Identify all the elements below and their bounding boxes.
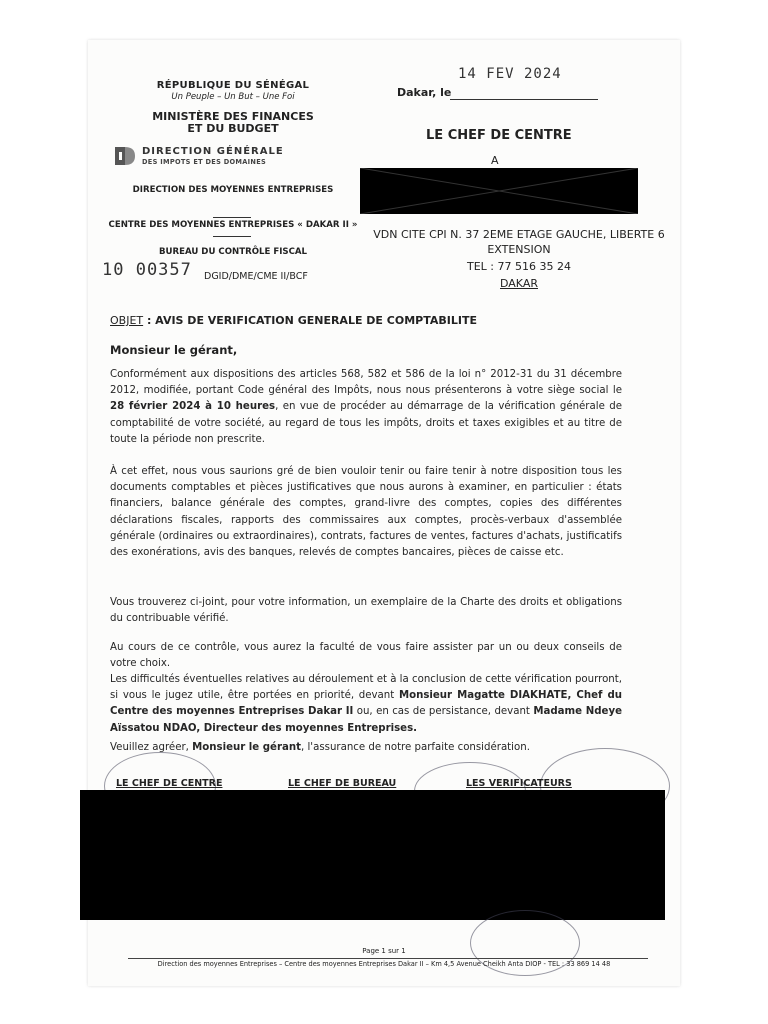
subject-text: : AVIS DE VERIFICATION GENERALE DE COMPTABILITE — [143, 314, 477, 327]
signature-label-chef-centre: LE CHEF DE CENTRE — [116, 778, 223, 789]
paragraph-text: , l'assurance de notre parfaite considération. — [300, 742, 530, 753]
date-stamp: 14 FEV 2024 — [458, 66, 562, 82]
date-line — [450, 99, 598, 100]
paragraph-bold-text: 28 février 2024 à 10 heures — [110, 401, 276, 413]
date-label: Dakar, le — [397, 86, 452, 99]
ministry-line-2: ET DU BUDGET — [187, 122, 279, 135]
separator — [213, 236, 251, 237]
paragraph-text: Les difficultés éventuelles relatives au déroulement et à la conclusion de cette vérification pourront, si vous le jugez utile, être portées en priorité, devant — [110, 674, 622, 702]
address-city: DAKAR — [500, 277, 538, 290]
reference-number-stamp: 10 00357 — [102, 260, 192, 280]
paragraph-bold-text: Monsieur le gérant — [192, 742, 301, 753]
closing-paragraph — [110, 740, 622, 756]
body-paragraph-1 — [110, 367, 622, 448]
republic-heading: RÉPUBLIQUE DU SÉNÉGAL — [156, 80, 310, 91]
paragraph-text: Veuillez agréer, — [110, 742, 193, 753]
subject-label: OBJET — [110, 314, 144, 327]
separator — [213, 217, 251, 218]
body-paragraph-3: Vous trouverez ci-joint, pour votre information, un exemplaire de la Charte des droits et obligations du contribuable vérifié. — [110, 597, 622, 625]
subject-line — [110, 314, 477, 327]
body-paragraph-4: Au cours de ce contrôle, vous aurez la faculté de vous faire assister par un ou deux conseils de votre choix. — [110, 642, 622, 670]
redaction-cross-icon — [360, 168, 638, 214]
recipient-title: LE CHEF DE CENTRE — [426, 128, 572, 143]
signature-label-verificateurs: LES VERIFICATEURS — [466, 778, 572, 789]
direction-heading: DIRECTION DES MOYENNES ENTREPRISES — [132, 185, 334, 195]
dgid-logo-block — [114, 144, 354, 170]
letter-page — [88, 40, 680, 986]
address-line-1: VDN CITE CPI N. 37 2EME ETAGE GAUCHE, LIBERTE 6 — [373, 228, 665, 241]
bureau-heading: BUREAU DU CONTRÔLE FISCAL — [158, 247, 308, 257]
ministry-line-1: MINISTÈRE DES FINANCES — [152, 110, 314, 123]
footer-divider — [128, 958, 648, 959]
body-paragraph-5 — [110, 672, 622, 737]
dgid-logo-icon — [114, 144, 136, 168]
redaction-box-signatures — [80, 790, 665, 920]
address-phone: TEL : 77 516 35 24 — [467, 260, 571, 273]
recipient-to: A — [491, 154, 499, 167]
centre-heading: CENTRE DES MOYENNES ENTREPRISES « DAKAR II » — [108, 220, 358, 230]
address-line-2: EXTENSION — [487, 243, 551, 256]
redaction-box-recipient — [360, 168, 638, 214]
paragraph-bold-text: Monsieur Magatte DIAKHATE, Chef du Centre des moyennes Entreprises Dakar II — [110, 690, 622, 718]
signature-label-chef-bureau: LE CHEF DE BUREAU — [288, 778, 397, 789]
dgid-name-line-1: DIRECTION GÉNÉRALE — [142, 146, 284, 157]
footer-address: Direction des moyennes Entreprises – Centre des moyennes Entreprises Dakar II – Km 4,5 Avenue Cheikh Anta DIOP - TEL : 33 869 14 48 — [157, 960, 611, 968]
reference-suffix: DGID/DME/CME II/BCF — [204, 271, 308, 282]
page-number: Page 1 sur 1 — [362, 947, 406, 955]
body-paragraph-2: À cet effet, nous vous saurions gré de bien vouloir tenir ou faire tenir à notre disposition tous les documents comptables et pièces justificatives que nous aurons à examiner, en particulier : états financiers, balance générale des comptes, grand-livre des comptes, copies des différentes déclarations fiscales, rapports des commissaires aux comptes, procès-verbaux d'assemblée générale (ordinaires ou extraordinaires), contrats, factures de ventes, factures d'achats, justificatifs des exonérations, avis des banques, relevés de comptes bancaires, pièces de caisse etc. — [110, 466, 622, 559]
paragraph-bold-text: Madame Ndeye Aïssatou NDAO, Directeur des moyennes Entreprises. — [110, 706, 623, 734]
national-motto: Un Peuple – Un But – Une Foi — [171, 92, 295, 102]
salutation: Monsieur le gérant, — [110, 343, 238, 357]
dgid-name-line-2: DES IMPOTS ET DES DOMAINES — [142, 158, 267, 166]
paragraph-text: , en vue de procéder au démarrage de la vérification générale de comptabilité de votre société, au regard de tous les impôts, droits et taxes exigibles et au titre de toute la période non prescrite. — [110, 401, 622, 445]
paragraph-text: ou, en cas de persistance, devant — [353, 706, 534, 718]
paragraph-text: Conformément aux dispositions des articles 568, 582 et 586 de la loi n° 2012-31 du 31 décembre 2012, modifiée, portant Code général des Impôts, nous nous présenterons à votre siège social le — [110, 369, 622, 397]
